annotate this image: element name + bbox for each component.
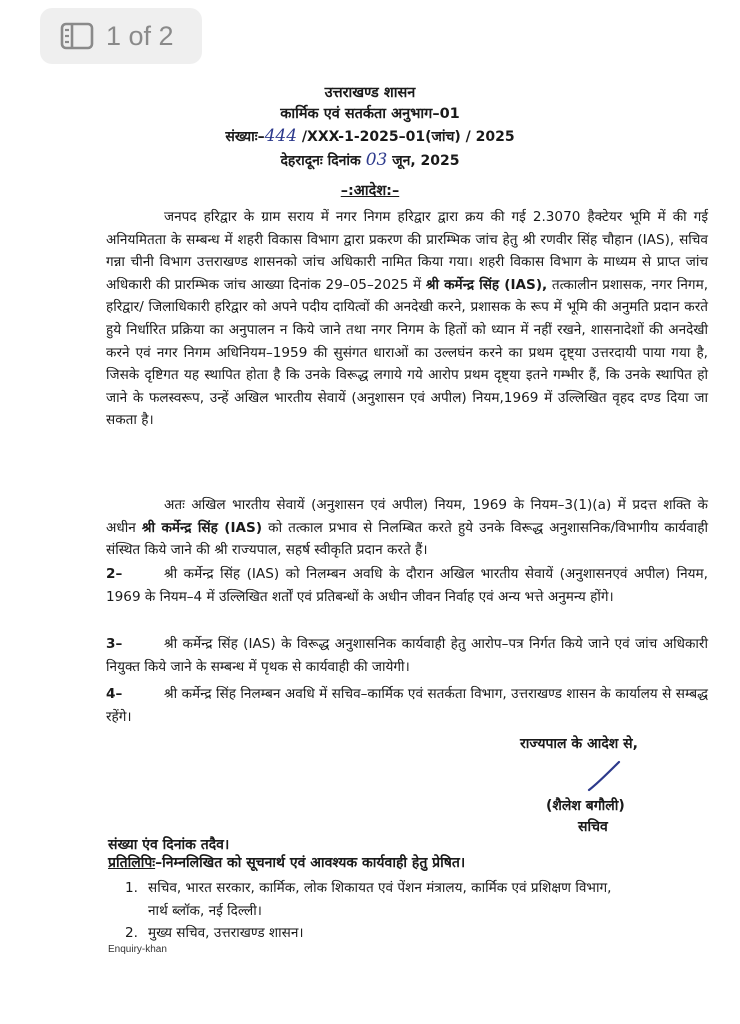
copy-reference-line: संख्या एंव दिनांक तदैव। <box>108 837 230 853</box>
paragraph-1 <box>106 206 708 432</box>
p2-officer-name: श्री कर्मेन्द्र सिंह (IAS) <box>141 519 263 536</box>
copy-to-heading <box>108 853 465 872</box>
clause-3 <box>106 633 708 678</box>
govt-name: उत्तराखण्ड शासन <box>324 85 416 101</box>
ref-suffix: /XXX-1-2025–01(जांच) / 2025 <box>301 129 515 145</box>
clause-4-number: 4– <box>106 686 123 702</box>
list-item-text: मुख्य सचिव, उत्तराखण्ड शासन। <box>148 925 304 942</box>
list-item-text: सचिव, भारत सरकार, कार्मिक, लोक शिकायत एवं पेंशन मंत्रालय, कार्मिक एवं प्रशिक्षण विभाग, <box>148 880 612 896</box>
copy-list <box>108 877 708 945</box>
clause-3-number: 3– <box>106 636 123 652</box>
page-indicator-text: 1 of 2 <box>106 20 174 51</box>
footer-tag: Enquiry-khan <box>108 944 167 955</box>
list-item <box>108 922 708 945</box>
signature-mark <box>585 758 625 798</box>
order-title: –:आदेश:– <box>340 183 400 199</box>
reference-number <box>0 126 740 146</box>
date-handwritten: 03 <box>365 150 388 170</box>
ref-prefix: संख्याः– <box>225 129 265 145</box>
list-item <box>108 877 708 900</box>
date-suffix: जून, 2025 <box>392 153 460 169</box>
list-item-number: 1. <box>125 880 138 896</box>
clause-4 <box>106 683 708 728</box>
p2-lead: अतः अखिल भारतीय सेवायें (अनुशासन एवं अपील) नियम, 1969 के नियम–3(1)(a) में प्रदत्त शक्ति के अधीन <box>106 497 708 536</box>
list-item-number: 2. <box>125 925 138 942</box>
signatory-designation: सचिव <box>578 819 608 835</box>
clause-2 <box>106 563 708 608</box>
date-prefix: देहरादूनः दिनांक <box>280 153 361 169</box>
clause-2-text: श्री कर्मेन्द्र सिंह (IAS) को निलम्बन अवधि के दौरान अखिल भारतीय सेवायें (अनुशासनएवं अपील) नियम, 1969 के नियम–4 में उल्लिखित शर्तों एवं प्रतिबन्धों के अधीन जीवन निर्वाह एवं अन्य भत्ते अनुमन्य होंगे। <box>106 566 708 605</box>
clause-3-text: श्री कर्मेन्द्र सिंह (IAS) के विरूद्ध अनुशासनिक कार्यवाही हेतु आरोप–पत्र निर्गत किये जाने एवं जांच अधिकारी नियुक्त किये जाने के सम्बन्ध में पृथक से कार्यवाही की जायेगी। <box>106 636 708 675</box>
by-order-line: राज्यपाल के आदेश से, <box>520 736 638 752</box>
p1-lead: जनपद हरिद्वार के ग्राम सराय में नगर निगम हरिद्वार द्वारा क्रय की गई 2.3070 हैक्टेयर भूमि में की गई अनियमितता के सम्बन्ध में शहरी विकास विभाग द्वारा प्रकरण की प्रारम्भिक जांच हेतु श्री रणवीर सिंह चौहान (IAS), सचिव गन्ना चीनी विभाग उत्तराखण्ड शासनको जांच अधिकारी नामित किया गया। शहरी विकास विभाग के माध्यम से प्राप्त जांच अधिकारी की प्रारम्भिक जांच आख्या दिनांक 29–05–2025 में <box>106 209 708 293</box>
list-item-continuation: नार्थ ब्लॉक, नई दिल्ली। <box>148 902 262 919</box>
copy-to-label: प्रतिलिपिः <box>108 855 156 871</box>
p2-rest: को तत्काल प्रभाव से निलम्बित करते हुये उनके विरूद्ध अनुशासनिक/विभागीय कार्यवाही संस्थित किये जाने की श्री राज्यपाल, सहर्ष स्वीकृति प्रदान करते हैं। <box>106 519 708 559</box>
copy-to-label-rest: –निम्नलिखित को सूचनार्थ एवं आवश्यक कार्यवाही हेतु प्रेषित। <box>155 855 466 871</box>
clause-2-number: 2– <box>106 566 123 582</box>
signatory-name: (शैलेश बगौली) <box>546 798 625 814</box>
p1-officer-name: श्री कर्मेन्द्र सिंह (IAS), <box>425 276 548 293</box>
department-name: कार्मिक एवं सतर्कता अनुभाग–01 <box>280 106 460 122</box>
issue-date <box>0 150 740 170</box>
clause-4-text: श्री कर्मेन्द्र सिंह निलम्बन अवधि में सचिव–कार्मिक एवं सतर्कता विभाग, उत्तराखण्ड शासन के कार्यालय से सम्बद्ध रहेंगे। <box>106 686 708 725</box>
ref-handwritten: 444 <box>264 126 298 146</box>
paragraph-2 <box>106 494 708 562</box>
p1-rest: तत्कालीन प्रशासक, नगर निगम, हरिद्वार/ जिलाधिकारी हरिद्वार को अपने पदीय दायित्वों की अनदेखी करने, प्रशासक के रूप में भूमि की अनुमति प्रदान करते हुये निर्धारित प्रक्रिया का अनुपालन न किये जाने तथा नगर निगम के हितों को ध्यान में नहीं रखने, शासनादेशों की अनदेखी करने एवं नगर निगम अधिनियम–1959 की सुसंगत धाराओं का उल्लघंन करने का प्रथम दृष्ट्या उत्तरदायी पाया गया है, जिसके दृष्टिगत यह स्थापित होता है कि उनके विरूद्ध लगाये गये आरोप प्रथम दृष्ट्या इतने गम्भीर हैं, कि उनके स्थापित हो जाने के फलस्वरूप, उन्हें अखिल भारतीय सेवायें (अनुशासन एवं अपील) नियम,1969 में उल्लिखित वृहद दण्ड दिया जा सकता है। <box>106 276 709 429</box>
